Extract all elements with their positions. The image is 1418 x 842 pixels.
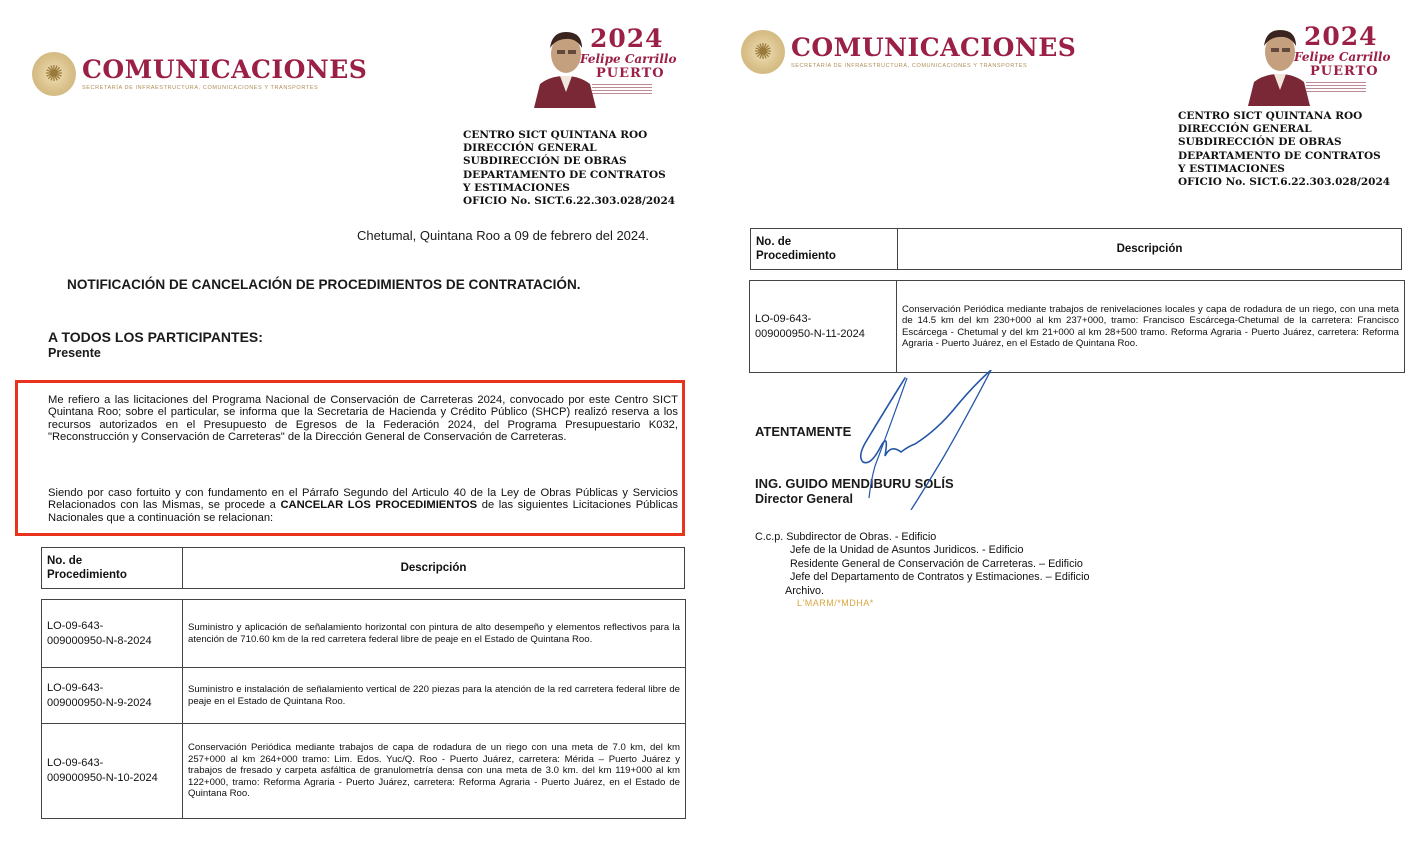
header-line: DEPARTAMENTO DE CONTRATOS — [463, 168, 666, 181]
code-line1: LO-09-643- — [755, 312, 812, 325]
header-line: CENTRO SICT QUINTANA ROO — [463, 129, 648, 141]
logo-subtitle: SECRETARÍA DE INFRAESTRUCTURA, COMUNICACIONES Y TRANSPORTES — [791, 63, 1028, 69]
header-line: SUBDIRECCIÓN DE OBRAS — [463, 155, 627, 168]
code-line2: 009000950-N-11-2024 — [755, 327, 865, 340]
year-text: 2024 — [590, 24, 664, 53]
header-line: DIRECCIÓN GENERAL — [1178, 123, 1312, 136]
year-logo-fineprint — [1306, 82, 1366, 94]
code-line2: 009000950-N-10-2024 — [47, 772, 158, 784]
table-row — [42, 668, 686, 724]
sict-logo — [741, 30, 1076, 74]
year-2024-logo — [520, 22, 680, 112]
initials: L'MARM/*MDHA* — [797, 598, 874, 608]
procedure-description: Suministro e instalación de señalamiento vertical de 220 piezas para la atención de la red carretera federal libre de peaje en el Estado de Quintana Roo. — [183, 668, 686, 724]
code-line1: LO-09-643- — [47, 619, 104, 632]
cc-line: Jefe del Departamento de Contratos y Estimaciones. – Edificio — [790, 571, 1090, 584]
mexico-seal-icon: ✺ — [32, 52, 76, 96]
cc-line: Residente General de Conservación de Carreteras. – Edificio — [790, 557, 1083, 570]
procedure-description: Conservación Periódica mediante trabajos de capa de rodadura de un riego con una meta de 7.0 km, del km 257+000 al km 264+000 tramo: Lim. Edos. Yuc/Q. Roo - Puerto Juárez, carretera: Mérida – Puerto Juárez y trabajos de fresado y carpeta asfáltica de granulometría densa con una meta de 3.0 km. del km 119+000 al km 122+000, tramo: Reforma Agraria - Puerto Juárez, carretera: Reforma Agraria - Puerto Juárez, en el Estado de Quintana Roo. — [183, 724, 686, 819]
procedures-table — [749, 280, 1405, 373]
year-logo-name: Felipe Carrillo — [580, 52, 677, 66]
header-line: CENTRO SICT QUINTANA ROO — [1178, 110, 1363, 122]
header-line: Y ESTIMACIONES — [463, 181, 570, 194]
paragraph-2-emphasis: CANCELAR LOS PROCEDIMIENTOS — [280, 499, 478, 512]
procedure-code — [750, 281, 897, 373]
table-row — [42, 600, 686, 668]
closing-text: ATENTAMENTE — [755, 424, 852, 439]
code-line1: LO-09-643- — [47, 757, 104, 769]
header-line: Y ESTIMACIONES — [1178, 162, 1285, 175]
cc-list — [755, 531, 1089, 598]
paragraph-1: Me refiero a las licitaciones del Programa Nacional de Conservación de Carreteras 2024, convocado por este Centro SICT Quintana Roo; sobre el particular, se informa que la Secretaria de Hacienda y Crédito Público (SHCP) realizó reserva a los recursos autorizados en el Presupuesto de Egresos de la Federación 2024, del Programa Presupuestario K032, "Reconstrucción y Conservación de Carreteras" de la Dirección General de Conservación de Carreteras. — [48, 394, 678, 444]
header-line: DIRECCIÓN GENERAL — [463, 142, 597, 155]
date-line: Chetumal, Quintana Roo a 09 de febrero del 2024. — [357, 228, 649, 243]
code-line2: 009000950-N-9-2024 — [47, 696, 152, 709]
code-line2: 009000950-N-8-2024 — [47, 634, 152, 647]
column-header-number — [751, 229, 898, 270]
document-title: NOTIFICACIÓN DE CANCELACIÓN DE PROCEDIMIENTOS DE CONTRATACIÓN. — [67, 277, 581, 292]
column-header-description: Descripción — [183, 548, 685, 589]
signer-name: ING. GUIDO MENDIBURU SOLÍS — [755, 476, 954, 491]
cc-line: Archivo. — [785, 584, 825, 597]
table-row — [42, 724, 686, 819]
procedure-code — [42, 724, 183, 819]
procedure-code — [42, 600, 183, 668]
paragraph-2 — [48, 487, 678, 524]
code-line1: LO-09-643- — [47, 681, 104, 694]
mexico-seal-icon: ✺ — [741, 30, 785, 74]
procedures-table — [41, 599, 686, 819]
year-2024-logo — [1234, 20, 1394, 110]
presente: Presente — [48, 346, 101, 360]
header-line: OFICIO No. SICT.6.22.303.028/2024 — [463, 195, 676, 208]
header-line: DEPARTAMENTO DE CONTRATOS — [1178, 149, 1381, 162]
header-line: SUBDIRECCIÓN DE OBRAS — [1178, 136, 1342, 149]
right-page — [709, 0, 1418, 842]
year-logo-name: Felipe Carrillo — [1294, 50, 1391, 64]
paragraph-2-text: Siendo por caso fortuito y con fundamento en el Párrafo Segundo del Articulo 40 de la Ley de Obras Públicas y Servicios Relacionados con las Mismas, se procede a — [48, 487, 678, 512]
procedure-description: Suministro y aplicación de señalamiento horizontal con pintura de alto desempeño y elementos reflectivos para la atención de 710.60 km de la red carretera federal libre de peaje en el Estado de Quintana Roo. — [183, 600, 686, 668]
signer-title: Director General — [755, 492, 853, 506]
logo-subtitle: SECRETARÍA DE INFRAESTRUCTURA, COMUNICACIONES Y TRANSPORTES — [82, 85, 319, 91]
cc-line: C.c.p. Subdirector de Obras. - Edificio — [755, 531, 937, 543]
header-no-line1: No. de — [47, 555, 83, 567]
column-header-description: Descripción — [898, 229, 1402, 270]
year-logo-surname: PUERTO — [596, 66, 665, 81]
column-header-number — [42, 548, 183, 589]
logo-title: COMUNICACIONES — [82, 55, 368, 84]
office-header — [463, 129, 675, 208]
table-row — [750, 281, 1405, 373]
sict-logo — [32, 52, 367, 96]
procedure-code — [42, 668, 183, 724]
procedures-table-header — [41, 547, 685, 589]
office-header — [1178, 110, 1390, 189]
signature-icon — [845, 370, 1005, 510]
header-no-line2: Procedimiento — [756, 250, 836, 262]
addressee: A TODOS LOS PARTICIPANTES: — [48, 329, 263, 345]
year-logo-fineprint — [592, 84, 652, 96]
cc-line: Jefe de la Unidad de Asuntos Juridicos. - Edificio — [790, 544, 1024, 557]
paragraph-2-text-end: de las siguientes Licitaciones Públicas Nacionales que a continuación se relacionan: — [48, 499, 678, 524]
logo-title: COMUNICACIONES — [791, 33, 1077, 62]
year-text: 2024 — [1304, 22, 1378, 51]
header-line: OFICIO No. SICT.6.22.303.028/2024 — [1178, 176, 1391, 189]
procedure-description: Conservación Periódica mediante trabajos de renivelaciones locales y capa de rodadura de un riego, con una meta de 14.5 km del km 230+000 al km 237+000, tramo: Francisco Escárcega-Chetumal de la carretera: Francisco Escárcega - Chetumal y del km 21+000 al km 28+500 tramo. Reforma Agraria - Puerto Juárez, carretera: Reforma Agraria - Puerto Juárez, en el Estado de Quintana Roo. — [897, 281, 1405, 373]
procedures-table-header — [750, 228, 1402, 270]
year-logo-surname: PUERTO — [1310, 64, 1379, 79]
header-no-line1: No. de — [756, 236, 792, 248]
header-no-line2: Procedimiento — [47, 569, 127, 581]
